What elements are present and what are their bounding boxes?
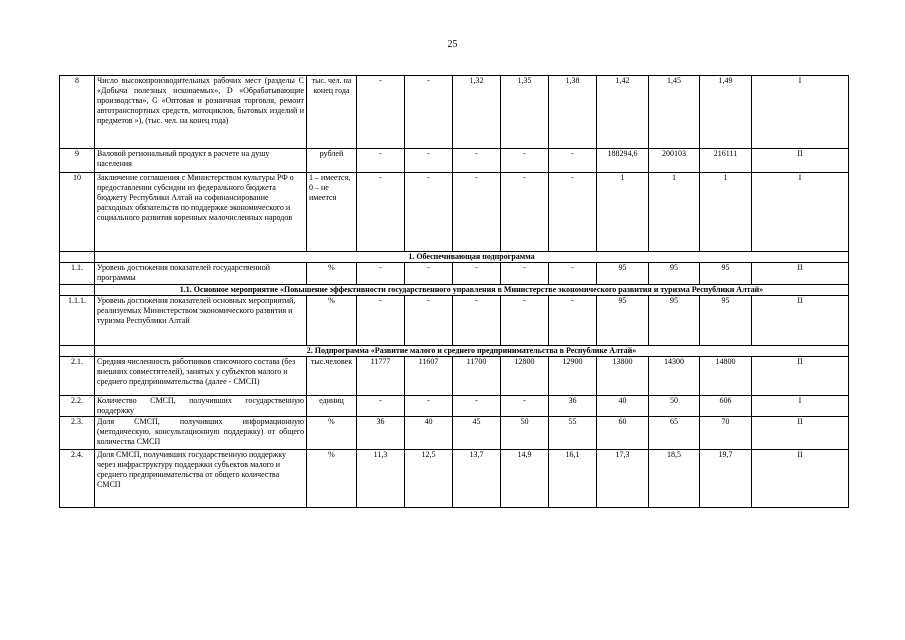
value-cell: -: [357, 173, 405, 252]
value-cell: 11607: [405, 357, 453, 396]
value-cell: 14,9: [501, 450, 549, 508]
note-cell: II: [752, 296, 849, 346]
value-cell: 65: [649, 417, 700, 450]
value-cell: 188294,6: [597, 149, 649, 173]
row-number: 9: [60, 149, 95, 173]
note-cell: II: [752, 450, 849, 508]
event-title: 1.1. Основное мероприятие «Повышение эффективности государственного управления в Министерстве экономического развития и туризма Республики Алтай»: [95, 285, 849, 296]
table-row: [60, 173, 849, 252]
value-cell: -: [453, 173, 501, 252]
unit-cell: %: [307, 296, 357, 346]
note-cell: II: [752, 263, 849, 285]
empty-cell: [60, 346, 95, 357]
value-cell: 1,45: [649, 76, 700, 149]
indicator-name: Уровень достижения показателей государственной программы: [95, 263, 307, 285]
row-number: 1.1.: [60, 263, 95, 285]
page-number: 25: [447, 39, 458, 50]
value-cell: 36: [357, 417, 405, 450]
value-cell: -: [549, 173, 597, 252]
indicators-table: [59, 75, 849, 508]
value-cell: -: [405, 263, 453, 285]
value-cell: 1,42: [597, 76, 649, 149]
note-cell: II: [752, 357, 849, 396]
row-number: 2.1.: [60, 357, 95, 396]
value-cell: 11777: [357, 357, 405, 396]
value-cell: 60: [597, 417, 649, 450]
table-row: [60, 396, 849, 417]
value-cell: -: [357, 149, 405, 173]
value-cell: 95: [597, 296, 649, 346]
value-cell: 45: [453, 417, 501, 450]
value-cell: -: [549, 149, 597, 173]
value-cell: 95: [649, 263, 700, 285]
indicator-name: Число высокопроизводительных рабочих мест (разделы C «Добыча полезных ископаемых», D «Обрабатывающие производства», G «Оптовая и розничная торговля, ремонт автотранспортных средств, мотоциклов, бытовых изделий и предметов »), (тыс. чел. на конец года): [95, 76, 307, 149]
value-cell: 14800: [700, 357, 752, 396]
table-row: [60, 263, 849, 285]
value-cell: -: [405, 296, 453, 346]
value-cell: 50: [649, 396, 700, 417]
value-cell: -: [357, 296, 405, 346]
value-cell: -: [453, 296, 501, 346]
value-cell: -: [405, 149, 453, 173]
unit-cell: единиц: [307, 396, 357, 417]
unit-cell: тыс. чел. на конец года: [307, 76, 357, 149]
value-cell: -: [405, 173, 453, 252]
indicator-name: Количество СМСП, получивших государственную поддержку: [95, 396, 307, 417]
row-number: 1.1.1.: [60, 296, 95, 346]
value-cell: 13,7: [453, 450, 501, 508]
value-cell: -: [357, 76, 405, 149]
value-cell: 16,1: [549, 450, 597, 508]
indicator-name: Средняя численность работников списочного состава (без внешних совместителей), занятых у субъектов малого и среднего предпринимательства (далее - СМСП): [95, 357, 307, 396]
indicator-name: Доля СМСП, получивших государственную поддержку через инфраструктуру поддержки субъектов малого и среднего предпринимательства от общего количества СМСП: [95, 450, 307, 508]
value-cell: 12,5: [405, 450, 453, 508]
value-cell: -: [405, 76, 453, 149]
value-cell: -: [549, 296, 597, 346]
table-row: [60, 357, 849, 396]
value-cell: 1: [700, 173, 752, 252]
value-cell: 200103: [649, 149, 700, 173]
value-cell: -: [357, 263, 405, 285]
section-title: 2. Подпрограмма «Развитие малого и среднего предпринимательства в Республике Алтай»: [95, 346, 849, 357]
table-row: [60, 417, 849, 450]
value-cell: -: [453, 149, 501, 173]
value-cell: 95: [597, 263, 649, 285]
table-row: [60, 450, 849, 508]
row-number: 2.4.: [60, 450, 95, 508]
value-cell: 18,5: [649, 450, 700, 508]
section-row: [60, 346, 849, 357]
empty-cell: [60, 285, 95, 296]
value-cell: -: [501, 396, 549, 417]
value-cell: 1,49: [700, 76, 752, 149]
note-cell: II: [752, 149, 849, 173]
row-number: 2.2.: [60, 396, 95, 417]
value-cell: 11700: [453, 357, 501, 396]
value-cell: 17,3: [597, 450, 649, 508]
table-row: [60, 149, 849, 173]
value-cell: 19,7: [700, 450, 752, 508]
value-cell: 12800: [501, 357, 549, 396]
value-cell: 95: [700, 263, 752, 285]
value-cell: 70: [700, 417, 752, 450]
value-cell: -: [357, 396, 405, 417]
section-row: [60, 285, 849, 296]
value-cell: -: [453, 396, 501, 417]
note-cell: I: [752, 76, 849, 149]
value-cell: -: [453, 263, 501, 285]
value-cell: -: [501, 296, 549, 346]
value-cell: 11,3: [357, 450, 405, 508]
section-title: 1. Обеспечивающая подпрограмма: [95, 252, 849, 263]
row-number: 8: [60, 76, 95, 149]
indicator-name: Валовой региональный продукт в расчете на душу населения: [95, 149, 307, 173]
value-cell: 606: [700, 396, 752, 417]
value-cell: 55: [549, 417, 597, 450]
section-row: [60, 252, 849, 263]
unit-cell: %: [307, 263, 357, 285]
value-cell: -: [549, 263, 597, 285]
value-cell: 1,38: [549, 76, 597, 149]
row-number: 10: [60, 173, 95, 252]
value-cell: -: [501, 263, 549, 285]
value-cell: 1,35: [501, 76, 549, 149]
empty-cell: [60, 252, 95, 263]
value-cell: 50: [501, 417, 549, 450]
value-cell: 14300: [649, 357, 700, 396]
unit-cell: 1 – имеется, 0 – не имеется: [307, 173, 357, 252]
indicator-name: Заключение соглашения с Министерством культуры РФ о предоставлении субсидии из федерального бюджета бюджету Республики Алтай на софинансирование расходных обязательств по поддержке экономического и социального развития коренных малочисленных народов: [95, 173, 307, 252]
value-cell: 1: [597, 173, 649, 252]
note-cell: II: [752, 417, 849, 450]
value-cell: 95: [700, 296, 752, 346]
value-cell: 36: [549, 396, 597, 417]
value-cell: 216111: [700, 149, 752, 173]
table-row: [60, 76, 849, 149]
unit-cell: рублей: [307, 149, 357, 173]
value-cell: -: [501, 173, 549, 252]
value-cell: -: [405, 396, 453, 417]
indicator-name: Доля СМСП, получивших информационную (методическую, консультационную поддержку) от общего количества СМСП: [95, 417, 307, 450]
table-row: [60, 296, 849, 346]
indicator-name: Уровень достижения показателей основных мероприятий, реализуемых Министерством экономического развития и туризма Республики Алтай: [95, 296, 307, 346]
value-cell: 40: [597, 396, 649, 417]
value-cell: -: [501, 149, 549, 173]
value-cell: 40: [405, 417, 453, 450]
unit-cell: %: [307, 450, 357, 508]
value-cell: 1: [649, 173, 700, 252]
unit-cell: тыс.человек: [307, 357, 357, 396]
note-cell: I: [752, 396, 849, 417]
row-number: 2.3.: [60, 417, 95, 450]
value-cell: 13800: [597, 357, 649, 396]
value-cell: 12900: [549, 357, 597, 396]
value-cell: 1,32: [453, 76, 501, 149]
value-cell: 95: [649, 296, 700, 346]
note-cell: I: [752, 173, 849, 252]
unit-cell: %: [307, 417, 357, 450]
